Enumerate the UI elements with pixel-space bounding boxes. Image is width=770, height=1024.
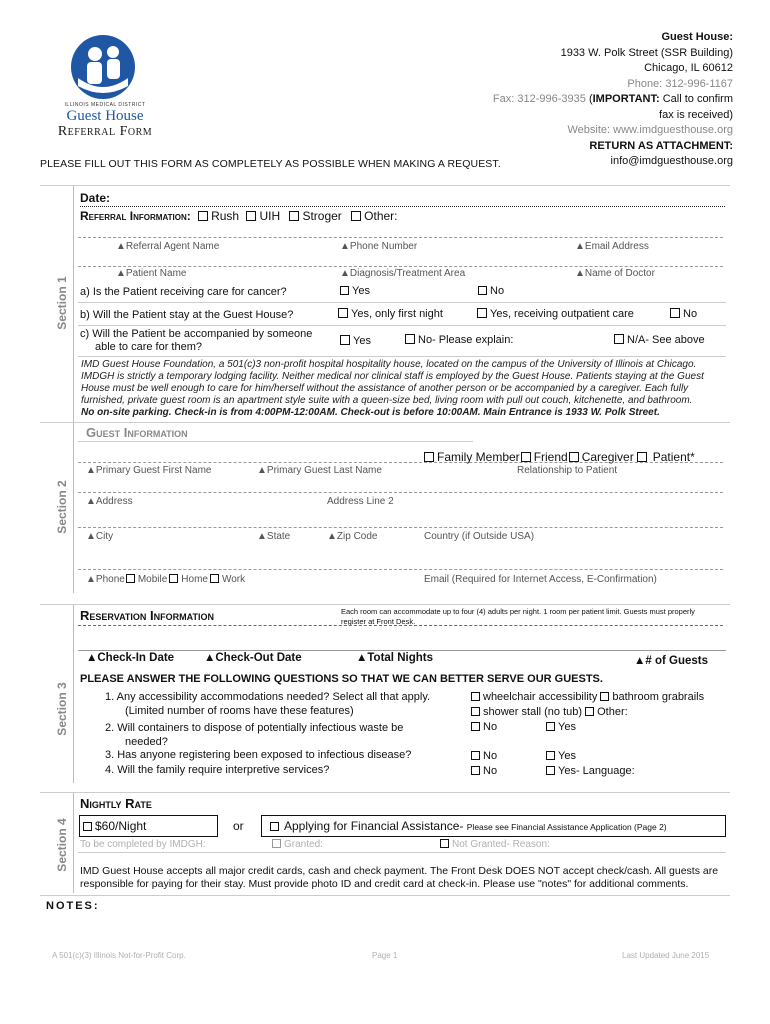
form-title: Referral Form (57, 124, 153, 139)
not-granted-checkbox[interactable] (440, 839, 449, 848)
address-input[interactable] (80, 510, 725, 524)
q3-yes[interactable]: Yes (546, 750, 576, 762)
reservation-title: Reservation Information (80, 608, 214, 623)
question-a: a) Is the Patient receiving care for cancer? (80, 286, 287, 298)
section-2-label: Section 2 (55, 480, 69, 534)
num-guests-label: ▲# of Guests (634, 655, 709, 667)
section-1-label: Section 1 (55, 276, 69, 330)
q2-no[interactable]: No (471, 721, 497, 733)
qc-yes-checkbox[interactable] (340, 335, 350, 345)
qa-no-checkbox[interactable] (478, 286, 487, 295)
footer-left: A 501(c)(3) Illinois Not-for-Profit Corp. (52, 951, 186, 960)
other-checkbox[interactable] (351, 211, 361, 221)
relationship-label: Relationship to Patient (517, 465, 618, 476)
agent-phone-label: ▲Phone Number (340, 241, 418, 252)
q4-no[interactable]: No (471, 765, 497, 777)
qa-no[interactable]: No (478, 285, 504, 297)
question-1: 1. Any accessibility accommodations needed? Select all that apply. (Limited number of rooms have these features) (105, 691, 431, 717)
section-1-top-rule (40, 185, 730, 186)
rush-checkbox[interactable] (198, 211, 208, 221)
fax-number[interactable]: 312-996-3935 (517, 93, 586, 105)
guest-info-title: Guest Information (86, 425, 188, 440)
qa-yes[interactable]: Yes (340, 285, 370, 297)
city-state-input[interactable] (80, 546, 725, 560)
question-b: b) Will the Patient stay at the Guest House? (80, 309, 294, 321)
section-3-rule (73, 605, 74, 783)
qa-yes-checkbox[interactable] (340, 286, 349, 295)
footer-page: Page 1 (372, 951, 398, 960)
fax-received: fax is received) (659, 108, 733, 121)
q2-no-checkbox[interactable] (471, 722, 480, 731)
q3-yes-checkbox[interactable] (546, 751, 555, 760)
qc-na-checkbox[interactable] (614, 334, 624, 344)
country-label: Country (if Outside USA) (424, 531, 535, 542)
qc-no[interactable]: No- Please explain: (405, 334, 513, 346)
family-member-checkbox[interactable] (424, 452, 434, 462)
referral-underline (78, 237, 723, 238)
other-label: Other: (364, 209, 398, 223)
uih-label: UIH (259, 209, 281, 223)
agent-underline (78, 266, 723, 267)
qb-opt2-checkbox[interactable] (477, 308, 487, 318)
date-label: Date: (80, 191, 111, 205)
q3-no-checkbox[interactable] (471, 751, 480, 760)
qb-opt1[interactable]: Yes, only first night (338, 308, 443, 320)
city-underline (78, 569, 723, 570)
questions-instructions: PLEASE ANSWER THE FOLLOWING QUESTIONS SO THAT WE CAN BETTER SERVE OUR GUESTS. (80, 673, 603, 685)
financial-checkbox[interactable] (270, 822, 279, 831)
imdgh-label: To be completed by IMDGH: (80, 839, 206, 850)
doctor-label: ▲Name of Doctor (575, 268, 655, 279)
question-3: 3. Has anyone registering been exposed to infectious disease? (105, 749, 412, 761)
mobile-checkbox[interactable] (126, 574, 135, 583)
brand-name: Guest House (66, 108, 144, 124)
checkout-label: ▲Check-Out Date (204, 652, 302, 664)
notes-area[interactable] (46, 915, 726, 943)
address-title: Guest House: (661, 31, 733, 43)
payment-note: IMD Guest House accepts all major credit cards, cash and check payment. The Front Desk DOES NOT accept check/cash. All guests are responsible for paying for their stay. Must provide photo ID and credit card at check-in. Please use "notes" for additional comments. (80, 865, 719, 890)
date-underline (80, 206, 725, 207)
q4-yes[interactable]: Yes- Language: (546, 765, 635, 777)
fax-line: Fax: 312-996-3935 (IMPORTANT: Call to confirm (492, 93, 733, 105)
shower-checkbox[interactable] (471, 707, 480, 716)
qb-opt1-checkbox[interactable] (338, 308, 348, 318)
phone-type-row: ▲Phone Mobile Home Work (86, 574, 246, 585)
instructions: PLEASE FILL OUT THIS FORM AS COMPLETELY AS POSSIBLE WHEN MAKING A REQUEST. (40, 158, 501, 170)
guest-name-input[interactable] (80, 478, 725, 492)
qa-rule (78, 302, 726, 303)
phone-line: Phone: 312-996-1167 (627, 77, 733, 90)
work-checkbox[interactable] (210, 574, 219, 583)
q2-yes[interactable]: Yes (546, 721, 576, 733)
date-input[interactable] (120, 192, 720, 206)
patient-checkbox[interactable] (637, 452, 647, 462)
financial-note: Please see Financial Assistance Application (Page 2) (466, 822, 667, 832)
zip-label: ▲Zip Code (327, 531, 378, 542)
financial-box[interactable] (261, 815, 726, 837)
section-3-top-rule (40, 604, 730, 605)
address-line2: Chicago, IL 60612 (644, 62, 733, 74)
guest-house-logo-icon (70, 34, 136, 100)
granted-row: Granted: (272, 839, 323, 850)
notes-top-rule (40, 895, 730, 896)
question-4: 4. Will the family require interpretive services? (105, 764, 330, 776)
home-checkbox[interactable] (169, 574, 178, 583)
accessibility-other-checkbox[interactable] (585, 707, 594, 716)
phone-number[interactable]: 312-996-1167 (665, 77, 733, 90)
qb-opt2[interactable]: Yes, receiving outpatient care (477, 308, 634, 320)
capacity-note: Each room can accommodate up to four (4) adults per night. 1 room per patient limit. Guests must properly register at Front Desk. (341, 607, 695, 626)
q4-no-checkbox[interactable] (471, 766, 480, 775)
section-4-rule (73, 793, 74, 893)
q3-no[interactable]: No (471, 750, 497, 762)
section-2-rule (73, 423, 74, 593)
section-1-rule (73, 186, 74, 422)
caregiver-checkbox[interactable] (569, 452, 579, 462)
footer-right: Last Updated June 2015 (622, 951, 710, 960)
qc-no-checkbox[interactable] (405, 334, 415, 344)
patient-name-label: ▲Patient Name (116, 268, 187, 279)
agent-email-label: ▲Email Address (575, 241, 649, 252)
section-4-label: Section 4 (55, 818, 69, 872)
stroger-checkbox[interactable] (289, 211, 299, 221)
uih-checkbox[interactable] (246, 211, 256, 221)
nightly-rate-title: Nightly Rate (80, 796, 152, 811)
or-label: or (233, 819, 244, 833)
name-underline (78, 492, 723, 493)
return-label: RETURN AS ATTACHMENT: (589, 139, 733, 152)
guest-title-rule (78, 441, 473, 442)
address-line1: 1933 W. Polk Street (SSR Building) (560, 46, 733, 59)
question-2: 2. Will containers to dispose of potentially infectious waste be needed? (105, 722, 404, 748)
stroger-label: Stroger (302, 209, 342, 223)
qb-opt3-checkbox[interactable] (670, 308, 680, 318)
referral-row (80, 209, 398, 223)
qc-rule (78, 356, 726, 357)
logo-emblem (70, 34, 136, 100)
guest-last-name-label: ▲Primary Guest Last Name (257, 465, 382, 476)
qc-yes[interactable]: Yes (340, 335, 371, 347)
relationship-options: Family Member Friend Caregiver Patient* (424, 450, 695, 464)
q4-yes-checkbox[interactable] (546, 766, 555, 775)
guest-email-label: Email (Required for Internet Access, E-Confirmation) (424, 574, 657, 585)
section-3-label: Section 3 (55, 682, 69, 736)
financial-label: Applying for Financial Assistance- (284, 819, 464, 833)
grabrails-checkbox[interactable] (600, 692, 609, 701)
rate-box[interactable] (79, 815, 218, 837)
qb-rule (78, 325, 726, 326)
email-link[interactable]: info@imdguesthouse.org (610, 155, 733, 167)
section-2-top-rule (40, 422, 730, 423)
checkin-label: ▲Check-In Date (86, 652, 175, 664)
reservation-title-rule (78, 625, 723, 626)
question-c: c) Will the Patient be accompanied by someone able to care for them? (80, 328, 313, 353)
section-4-top-rule (40, 792, 730, 793)
guest-first-name-label: ▲Primary Guest First Name (86, 465, 212, 476)
state-label: ▲State (257, 531, 291, 542)
rate-checkbox[interactable] (83, 822, 92, 831)
granted-checkbox[interactable] (272, 839, 281, 848)
facility-note: IMD Guest House Foundation, a 501(c)3 non-profit hospital hospitality house, located on the campus of the University of Illinois at Chicago. IMDGH is strictly a temporary lodging facility. Neither medical nor clinical staff is employed by the Guest House. Patients staying at the Guest House must be well enough to care for him/herself without the assistance of another person or be accompanied by a caregiver. Each fully furnished, private guest room is an apartment style suite with a queen-size bed, living room with pull out couch, kitchenette, and bathroom. No on-site parking. Check-in is from 4:00PM-12:00AM. Check-out is before 10:00AM. Main Entrance is 1933 W. Polk Street. (81, 359, 704, 418)
notes-label: NOTES: (46, 900, 100, 912)
reservation-dates-input[interactable] (80, 630, 725, 648)
rate-label: $60/Night (95, 819, 147, 833)
wheelchair-checkbox[interactable] (471, 692, 480, 701)
friend-checkbox[interactable] (521, 452, 531, 462)
address2-label: Address Line 2 (327, 496, 394, 507)
imdgh-rule (78, 852, 726, 853)
qb-opt3[interactable]: No (670, 308, 697, 320)
rush-label: Rush (211, 209, 240, 223)
q2-yes-checkbox[interactable] (546, 722, 555, 731)
agent-name-label: ▲Referral Agent Name (116, 241, 220, 252)
address-underline (78, 527, 723, 528)
total-nights-label: ▲Total Nights (356, 652, 433, 664)
qc-na[interactable]: N/A- See above (614, 334, 705, 346)
city-label: ▲City (86, 531, 114, 542)
org-name: ILLINOIS MEDICAL DISTRICT (64, 102, 146, 108)
relationship-underline (78, 462, 723, 463)
agent-fields-input[interactable] (80, 252, 725, 266)
q1-options: wheelchair accessibility bathroom grabrails shower stall (no tub) Other: (471, 690, 704, 720)
website-line: Website: www.imdguesthouse.org (567, 124, 733, 136)
not-granted-row: Not Granted- Reason: (440, 839, 550, 850)
address-label: ▲Address (86, 496, 133, 507)
address-block (413, 30, 733, 170)
dates-rule (78, 650, 726, 651)
referral-label: Referral Information: (80, 209, 191, 223)
diagnosis-label: ▲Diagnosis/Treatment Area (340, 268, 466, 279)
website-link[interactable]: www.imdguesthouse.org (613, 124, 733, 136)
